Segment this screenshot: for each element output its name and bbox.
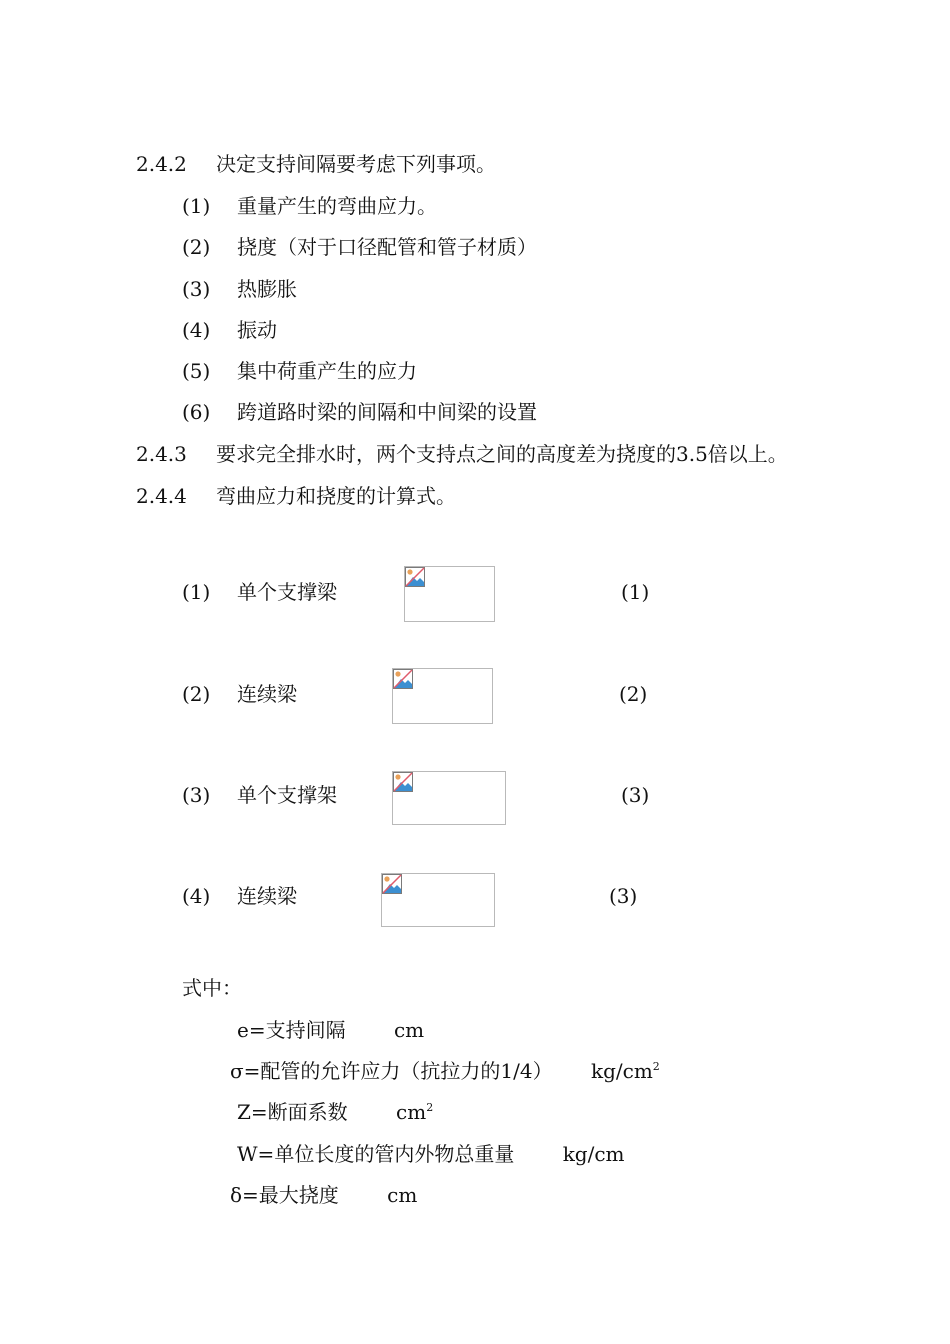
formula-label xyxy=(182,580,337,604)
formula-label xyxy=(182,884,297,908)
list-item-number: (1) xyxy=(182,194,211,218)
variable-unit: cm xyxy=(393,1018,425,1042)
list-item-number: (2) xyxy=(182,235,211,259)
list-item xyxy=(182,277,297,301)
formula-name: 连续梁 xyxy=(237,884,297,908)
list-item-text: 挠度（对于口径配管和管子材质） xyxy=(237,235,537,259)
section-number: 2.4.3 xyxy=(136,442,187,466)
section-text: 要求完全排水时，两个支持点之间的高度差为挠度的3.5倍以上。 xyxy=(216,442,788,466)
variable-definition xyxy=(237,1018,424,1042)
equation-number: (3) xyxy=(609,884,638,908)
broken-image-icon xyxy=(382,874,402,894)
list-item xyxy=(182,400,537,424)
broken-image-icon xyxy=(393,772,413,792)
list-item-text: 集中荷重产生的应力 xyxy=(237,359,417,383)
section-number: 2.4.4 xyxy=(136,484,187,508)
variable-definition xyxy=(230,1059,660,1083)
unit-superscript: 2 xyxy=(652,1060,660,1073)
list-item-text: 跨道路时梁的间隔和中间梁的设置 xyxy=(237,400,537,424)
where-title: 式中： xyxy=(182,976,242,1000)
unit-superscript: 2 xyxy=(426,1101,434,1114)
list-item xyxy=(182,235,537,259)
variable-unit xyxy=(591,1059,660,1083)
list-item-text: 热膨胀 xyxy=(237,277,297,301)
variable-symbol: W=单位长度的管内外物总重量 xyxy=(237,1142,515,1166)
equation-number: (2) xyxy=(619,682,648,706)
variable-symbol: δ=最大挠度 xyxy=(230,1183,339,1207)
list-item-number: (3) xyxy=(182,277,211,301)
unit-base: cm xyxy=(396,1100,427,1124)
formula-number: (4) xyxy=(182,884,211,908)
variable-definition xyxy=(237,1142,625,1166)
list-item-number: (5) xyxy=(182,359,211,383)
formula-label xyxy=(182,783,337,807)
formula-name: 单个支撑梁 xyxy=(237,580,337,604)
equation-number: (3) xyxy=(621,783,650,807)
variable-symbol: σ=配管的允许应力（抗拉力的1/4） xyxy=(230,1059,553,1083)
list-item-text: 振动 xyxy=(237,318,277,342)
list-item xyxy=(182,194,437,218)
formula-image-placeholder xyxy=(392,668,493,724)
equation-number: (1) xyxy=(621,580,650,604)
variable-unit: kg/cm xyxy=(562,1142,625,1166)
section-2-4-2-heading xyxy=(136,152,496,176)
section-2-4-4-heading xyxy=(136,484,456,508)
formula-number: (3) xyxy=(182,783,211,807)
unit-base: kg/cm xyxy=(590,1059,653,1083)
variable-definition xyxy=(230,1183,417,1207)
variable-unit: cm xyxy=(387,1183,418,1207)
formula-image-placeholder xyxy=(381,873,495,927)
broken-image-icon xyxy=(393,669,413,689)
list-item-number: (4) xyxy=(182,318,211,342)
list-item-text: 重量产生的弯曲应力。 xyxy=(237,194,437,218)
section-number: 2.4.2 xyxy=(136,152,187,176)
formula-image-placeholder xyxy=(392,771,506,825)
section-text: 决定支持间隔要考虑下列事项。 xyxy=(216,152,496,176)
formula-name: 单个支撑架 xyxy=(237,783,337,807)
section-text: 弯曲应力和挠度的计算式。 xyxy=(216,484,456,508)
variable-definition xyxy=(237,1100,433,1124)
list-item xyxy=(182,359,417,383)
formula-number: (1) xyxy=(182,580,211,604)
list-item-number: (6) xyxy=(182,400,211,424)
section-2-4-3-heading xyxy=(136,442,788,466)
list-item xyxy=(182,318,277,342)
formula-name: 连续梁 xyxy=(237,682,297,706)
formula-number: (2) xyxy=(182,682,211,706)
broken-image-icon xyxy=(405,567,425,587)
variable-symbol: e=支持间隔 xyxy=(237,1018,346,1042)
formula-label xyxy=(182,682,297,706)
variable-unit xyxy=(396,1100,433,1124)
variable-symbol: Z=断面系数 xyxy=(237,1100,348,1124)
formula-image-placeholder xyxy=(404,566,495,622)
